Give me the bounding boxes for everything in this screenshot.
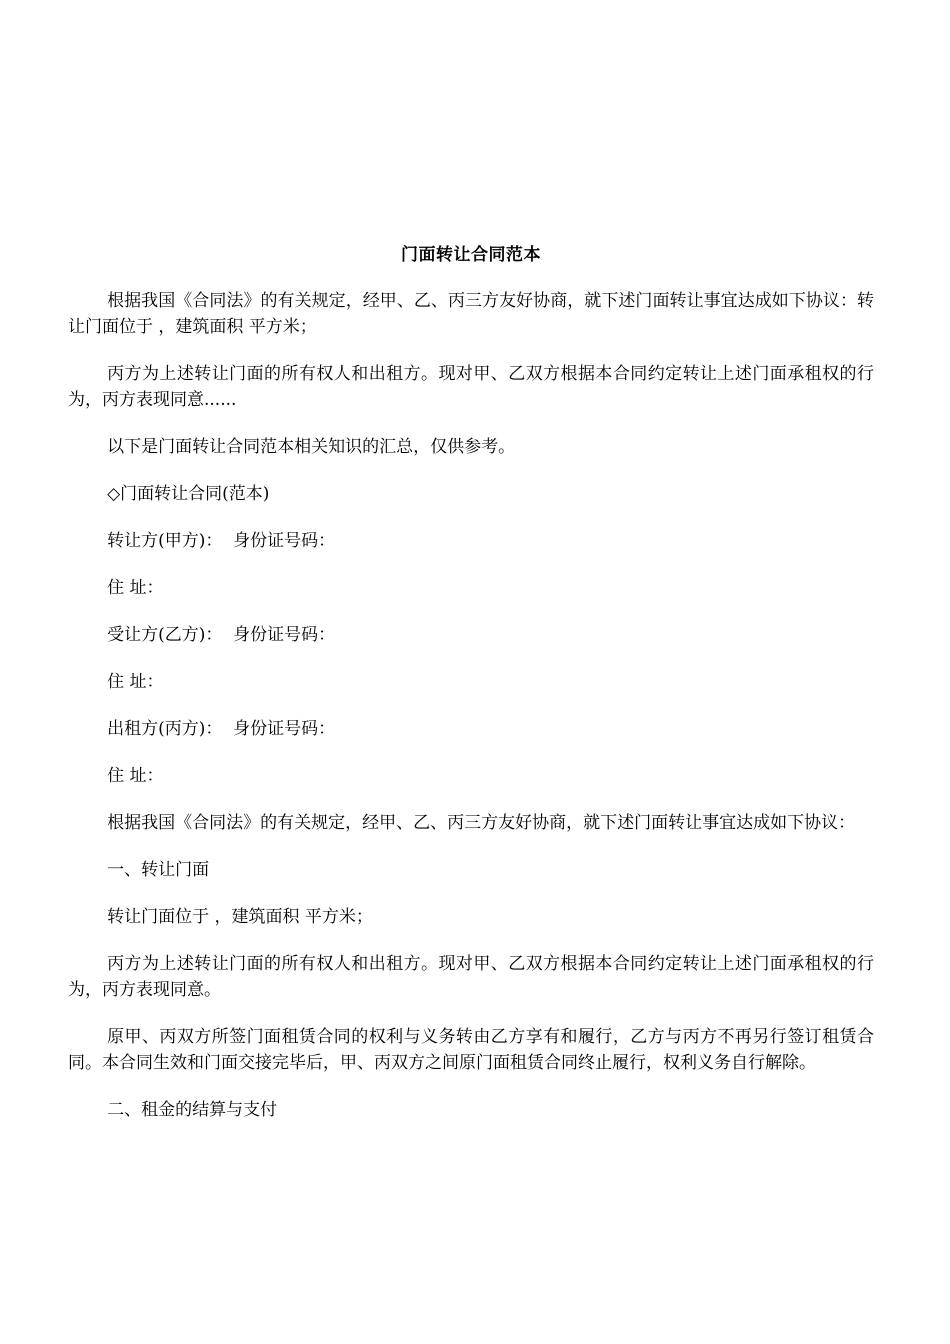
document-body — [68, 242, 874, 1144]
paragraph-party-c-address: 住 址： — [107, 766, 164, 786]
document-title: 门面转让合同范本 — [401, 245, 541, 265]
paragraph-transfer-location: 转让门面位于 ，建筑面积 平方米； — [107, 907, 373, 927]
paragraph-owner-consent-2: 丙方为上述转让门面的所有权人和出租方。现对甲、乙双方根据本合同约定转让上述门面承租权的行为，丙方表现同意。 — [68, 954, 874, 1000]
paragraph-party-a: 转让方(甲方)： 身份证号码： — [107, 531, 336, 551]
paragraph-party-b: 受让方(乙方)： 身份证号码： — [107, 625, 336, 645]
paragraph-agreement-basis: 根据我国《合同法》的有关规定，经甲、乙、丙三方友好协商，就下述门面转让事宜达成如下协议： — [107, 813, 856, 833]
paragraph-party-a-address: 住 址： — [107, 578, 164, 598]
section-heading-rent: 二、租金的结算与支付 — [107, 1100, 278, 1120]
paragraph-party-b-address: 住 址： — [107, 672, 164, 692]
paragraph-contract-heading: ◇门面转让合同(范本) — [107, 484, 270, 504]
section-heading-transfer: 一、转让门面 — [107, 860, 210, 880]
paragraph-owner-consent: 丙方为上述转让门面的所有权人和出租方。现对甲、乙双方根据本合同约定转让上述门面承租权的行为，丙方表现同意...... — [68, 364, 874, 410]
paragraph-rights-transfer: 原甲、丙双方所签门面租赁合同的权利与义务转由乙方享有和履行，乙方与丙方不再另行签订租赁合同。本合同生效和门面交接完毕后，甲、丙双方之间原门面租赁合同终止履行，权利义务自行解除。 — [68, 1027, 874, 1073]
paragraph-summary-note: 以下是门面转让合同范本相关知识的汇总，仅供参考。 — [107, 437, 516, 457]
paragraph-intro: 根据我国《合同法》的有关规定，经甲、乙、丙三方友好协商，就下述门面转让事宜达成如下协议：转让门面位于 ，建筑面积 平方米； — [68, 291, 874, 337]
paragraph-party-c: 出租方(丙方)： 身份证号码： — [107, 719, 336, 739]
